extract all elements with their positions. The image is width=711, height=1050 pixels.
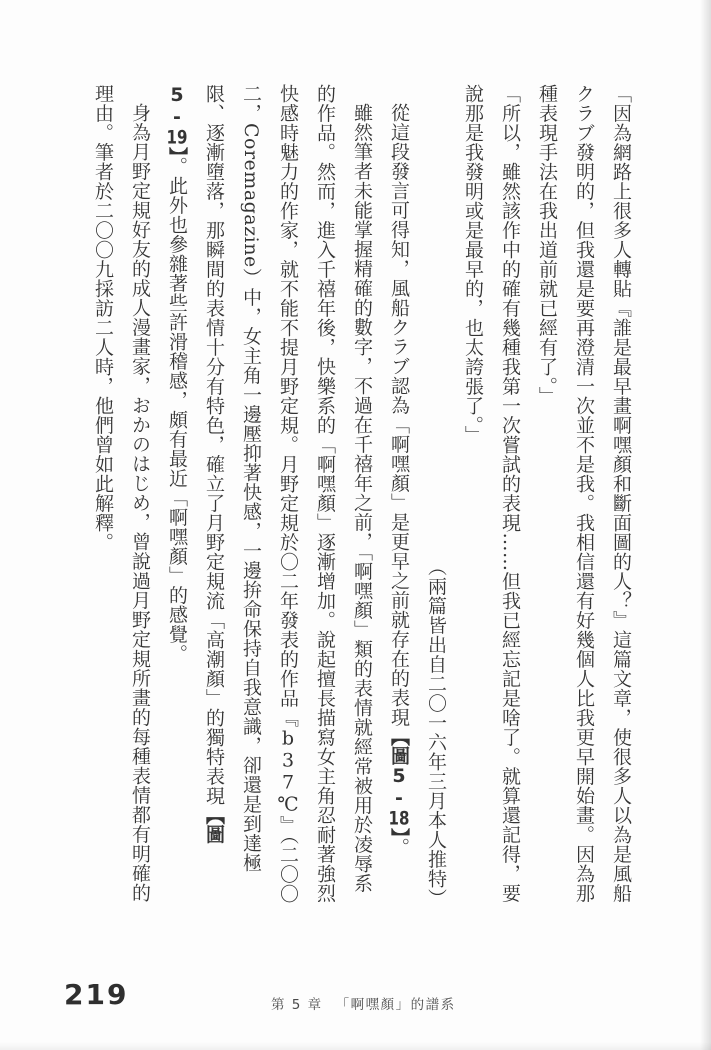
figref-major-number: 5 [388,765,410,787]
figref-close-bracket: 】 [166,147,188,157]
chapter-footer [271,993,456,1013]
figref-open-bracket: 【圖 [388,727,410,765]
figref-close-bracket: 】 [388,828,410,838]
chapter-title: 「啊嘿顏」的譜系 [335,997,456,1013]
main-text [84,84,639,908]
figref-major-number: 5 [166,84,188,106]
paragraph-1-text: 從這段發言可得知，風船クラブ認為「啊嘿顏」是更早之前就存在的表現 [388,103,410,727]
work-title: b37℃ [277,727,299,816]
page-number: 219 [64,978,129,1011]
figure-reference-5-18 [388,727,410,838]
publisher-name: Coremagazine [240,123,262,268]
body-paragraph-2 [158,84,380,908]
quote-paragraph-2: 「所以，雖然該作中的確有幾種我第一次嘗試的表現……但我已經忘記是啥了。就算還記得，要說那是我發明或是最早的，也太誇張了。」 [462,84,521,903]
body-paragraph-3: 身為月野定規好友的成人漫畫家，おかのはじめ，曾說過月野定規所畫的每種表情都有明確的理由。筆者於二〇〇九採訪二人時，他們曾如此解釋。 [92,84,151,903]
page-bottom-shadow [0,1042,711,1050]
paragraph-2-tail: 。此外也參雜著些許滑稽感，頗有最近「啊嘿顏」的感覺。 [166,156,188,664]
figref-minor-number: 19 [166,128,188,147]
paragraph-2-text: ）中，女主角一邊壓抑著快感，一邊拚命保持自我意識，卻還是到達極限、逐漸墮落，那瞬間的表情十分有特色，確立了月野定規流「高潮顏」的獨特表現 [203,84,262,873]
page-edge-shadow [700,0,711,1050]
paragraph-2-text: 雖然筆者未能掌握精確的數字，不過在千禧年之前，「啊嘿顏」類的表情就經常被用於凌辱系的作品。然而，進入千禧年後，快樂系的「啊嘿顏」逐漸增加。說起擅長描寫女主角忍耐著強烈快感時魅力的作家，就不能不提月野定規。月野定規於〇二年發表的作品『 [277,84,373,903]
body-paragraph-1 [380,84,417,908]
quote-attribution: （兩篇皆出自二〇一六年三月本人推特） [425,557,447,908]
figref-minor-number: 18 [388,809,410,828]
paragraph-2-text: 』（二〇〇二， [240,84,299,904]
figref-dash: - [388,787,410,809]
chapter-label: 第 5 章 [271,997,323,1013]
figref-dash: - [166,106,188,128]
quote-paragraph-1: 「因為網路上很多人轉貼『誰是最早畫啊嘿顏和斷面圖的人？』這篇文章，使很多人以為是風船クラブ發明的，但我還是要再澄清一次並不是我。我相信還有好幾個人比我更早開始畫。因為那種表現手法在我出道前就已經有了。」 [536,84,632,903]
paragraph-1-tail: 。 [388,837,410,857]
figref-open-bracket: 【圖 [203,805,225,844]
